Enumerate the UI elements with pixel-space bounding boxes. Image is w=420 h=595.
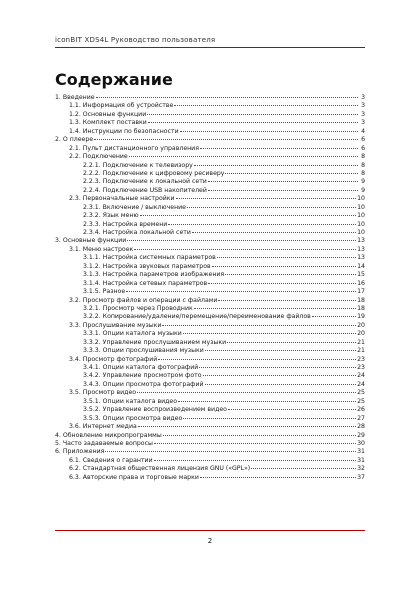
toc-entry-label: 3.6. Интернет медиа xyxy=(69,423,137,431)
toc-entry-label: 1. Введение xyxy=(55,94,95,101)
toc-entry-label: 2.2. Подключение xyxy=(69,153,128,161)
toc-entry-page: 3 xyxy=(361,94,365,101)
toc-entry-label: 3.3. Прослушивание музыки xyxy=(69,321,162,329)
toc-entry-page: 13 xyxy=(357,237,365,245)
toc-leader-dots xyxy=(180,126,358,132)
toc-leader-dots xyxy=(205,345,356,351)
toc-entry-label: 6.3. Авторские права и торговые марки xyxy=(69,473,199,481)
toc-entry-page: 8 xyxy=(361,161,365,169)
toc-entry-page: 14 xyxy=(357,262,365,270)
toc-leader-dots xyxy=(126,286,356,292)
toc-entry-page: 25 xyxy=(357,397,365,405)
toc-leader-dots xyxy=(94,134,358,140)
toc-entry-page: 10 xyxy=(357,212,365,220)
toc-entry-label: 3.5.1. Опции каталога видео xyxy=(83,397,178,405)
toc-entry-page: 18 xyxy=(357,304,365,312)
toc-leader-dots xyxy=(183,328,356,334)
toc-entry-page: 21 xyxy=(357,338,365,346)
toc-entry-label: 3.5.2. Управление воспроизведением видео xyxy=(83,406,227,414)
toc-entry[interactable] xyxy=(55,473,365,481)
toc-entry-page: 18 xyxy=(357,296,365,304)
table-of-contents xyxy=(55,93,365,481)
toc-leader-dots xyxy=(148,117,358,123)
toc-leader-dots xyxy=(227,337,356,343)
toc-leader-dots xyxy=(187,202,356,208)
toc-leader-dots xyxy=(192,227,356,233)
toc-leader-dots xyxy=(158,354,356,360)
toc-entry-label: 1.1. Информация об устройстве xyxy=(69,102,174,110)
toc-entry-label: 3.3.3. Опции прослушивания музыки xyxy=(83,347,204,355)
toc-leader-dots xyxy=(217,252,356,258)
toc-entry-page: 29 xyxy=(357,431,365,439)
toc-leader-dots xyxy=(194,160,358,166)
toc-entry-label: 3.2.1. Просмотр через Проводник xyxy=(83,304,193,312)
toc-entry-page: 20 xyxy=(357,330,365,338)
toc-entry-page: 19 xyxy=(357,313,365,321)
toc-entry-page: 6 xyxy=(361,136,365,144)
toc-entry-label: 2.2.2. Подключение к цифровому ресиверу xyxy=(83,169,225,177)
toc-entry-label: 2.2.1. Подключение к телевизору xyxy=(83,161,193,169)
toc-leader-dots xyxy=(208,278,356,284)
toc-entry-page: 8 xyxy=(361,153,365,161)
toc-leader-dots xyxy=(163,430,356,436)
toc-entry-label: 6. Приложения xyxy=(55,448,105,456)
toc-leader-dots xyxy=(183,413,356,419)
page-title: Содержание xyxy=(55,70,173,89)
footer-rule xyxy=(55,530,365,531)
toc-leader-dots xyxy=(225,168,358,174)
running-header: iconBIT XDS4L Руководство пользователя xyxy=(55,36,216,44)
toc-entry-label: 3.1.4. Настройка сетевых параметров xyxy=(83,279,208,287)
toc-leader-dots xyxy=(174,100,358,106)
toc-leader-dots xyxy=(205,379,357,385)
toc-leader-dots xyxy=(208,176,358,182)
toc-entry-page: 15 xyxy=(357,271,365,279)
toc-entry-label: 2.2.3. Подключение к локальной сети xyxy=(83,178,207,186)
toc-leader-dots xyxy=(162,320,356,326)
toc-leader-dots xyxy=(212,261,356,267)
toc-entry-page: 3 xyxy=(361,110,365,118)
toc-leader-dots xyxy=(218,295,356,301)
toc-entry-page: 25 xyxy=(357,389,365,397)
toc-entry-label: 5. Часто задаваемые вопросы xyxy=(55,439,153,447)
toc-leader-dots xyxy=(194,303,356,309)
toc-leader-dots xyxy=(176,193,357,199)
toc-entry-page: 3 xyxy=(361,102,365,110)
toc-entry-label: 3.4.3. Опции просмотра фотографий xyxy=(83,380,204,388)
toc-entry-label: 1.3. Комплект поставки xyxy=(69,119,147,127)
toc-entry-page: 9 xyxy=(361,178,365,186)
toc-leader-dots xyxy=(138,421,356,427)
toc-entry-label: 1.4. Инструкции по безопасности xyxy=(69,127,179,135)
toc-entry-page: 8 xyxy=(361,169,365,177)
toc-entry-label: 2.3. Первоначальные настройки xyxy=(69,195,175,203)
toc-entry-page: 31 xyxy=(357,456,365,464)
toc-entry-label: 3.1.5. Разное xyxy=(83,288,126,296)
toc-entry-page: 6 xyxy=(361,144,365,152)
toc-entry-label: 3.1.3. Настройка параметров изображения xyxy=(83,271,225,279)
toc-entry-page: 3 xyxy=(361,119,365,127)
toc-entry-page: 23 xyxy=(357,364,365,371)
toc-leader-dots xyxy=(140,210,357,216)
toc-leader-dots xyxy=(251,463,356,469)
toc-leader-dots xyxy=(200,472,356,478)
toc-entry-page: 30 xyxy=(357,439,365,447)
toc-entry-page: 10 xyxy=(357,229,365,236)
toc-leader-dots xyxy=(178,396,356,402)
toc-entry-page: 13 xyxy=(357,245,365,253)
toc-entry-page: 23 xyxy=(357,355,365,363)
toc-entry-page: 24 xyxy=(357,372,365,380)
toc-leader-dots xyxy=(200,143,358,149)
toc-leader-dots xyxy=(208,185,358,191)
toc-entry-page: 24 xyxy=(357,380,365,388)
toc-entry-label: 2.3.4. Настройка локальной сети xyxy=(83,229,191,236)
toc-entry-label: 3.2. Просмотр файлов и операции с файлами xyxy=(69,296,218,304)
toc-leader-dots xyxy=(105,446,356,452)
toc-entry-label: 3.4.2. Управление просмотром фото xyxy=(83,372,202,380)
toc-leader-dots xyxy=(127,235,356,241)
toc-entry-page: 13 xyxy=(357,254,365,262)
toc-entry-label: 3.1.2. Настройка звуковых параметров xyxy=(83,262,211,270)
toc-leader-dots xyxy=(199,362,356,368)
toc-entry-label: 3.2.2. Копирование/удаление/перемещение/переименование файлов xyxy=(83,313,311,321)
toc-entry-label: 2. О плеере xyxy=(55,136,94,144)
toc-entry-label: 3.5. Просмотр видео xyxy=(69,389,137,397)
toc-leader-dots xyxy=(225,269,356,275)
toc-leader-dots xyxy=(228,404,356,410)
toc-entry-label: 2.3.2. Язык меню xyxy=(83,212,139,220)
toc-leader-dots xyxy=(312,311,356,317)
toc-entry-label: 2.1. Пульт дистанционного управления xyxy=(69,144,199,152)
toc-leader-dots xyxy=(147,109,358,115)
toc-entry-label: 6.1. Сведения о гарантии xyxy=(69,456,153,464)
toc-entry-page: 32 xyxy=(357,465,365,473)
toc-entry-page: 20 xyxy=(357,321,365,329)
toc-entry-label: 4. Обновление микропрограммы xyxy=(55,431,162,439)
header-rule xyxy=(55,47,365,48)
page-number: 2 xyxy=(207,537,213,545)
toc-leader-dots xyxy=(96,92,358,98)
toc-leader-dots xyxy=(134,244,356,250)
toc-entry-page: 10 xyxy=(357,195,365,203)
toc-entry-label: 3.1.1. Настройка системных параметров xyxy=(83,254,216,262)
toc-entry-label: 2.3.3. Настройка времени xyxy=(83,220,168,228)
toc-leader-dots xyxy=(168,219,356,225)
toc-entry-page: 21 xyxy=(357,347,365,355)
toc-entry-label: 3.1. Меню настроек xyxy=(69,245,134,253)
toc-entry-page: 28 xyxy=(357,423,365,431)
toc-leader-dots xyxy=(203,370,357,376)
toc-entry-label: 3. Основные функции xyxy=(55,237,127,245)
toc-leader-dots xyxy=(154,438,356,444)
toc-entry-page: 10 xyxy=(357,203,365,211)
toc-entry-label: 3.4. Просмотр фотографий xyxy=(69,355,158,363)
toc-leader-dots xyxy=(137,387,356,393)
toc-entry-page: 37 xyxy=(357,473,365,481)
toc-entry-label: 2.3.1. Включение / выключение xyxy=(83,203,186,211)
toc-entry-page: 10 xyxy=(357,220,365,228)
toc-entry-label: 2.2.4. Подключение USB накопителей xyxy=(83,186,207,194)
toc-entry-page: 17 xyxy=(357,288,365,296)
toc-entry-page: 4 xyxy=(361,127,365,135)
toc-entry-page: 27 xyxy=(357,414,365,422)
toc-entry-label: 6.2. Стандартная общественная лицензия GNU («GPL») xyxy=(69,465,251,473)
toc-leader-dots xyxy=(154,455,357,461)
toc-entry-page: 31 xyxy=(357,448,365,456)
toc-entry-label: 3.3.1. Опции каталога музыки xyxy=(83,330,182,338)
toc-entry-page: 16 xyxy=(357,279,365,287)
toc-entry-label: 3.4.1. Опции каталога фотографий xyxy=(83,364,199,371)
toc-leader-dots xyxy=(129,151,358,157)
toc-entry-page: 26 xyxy=(357,406,365,414)
toc-entry-page: 9 xyxy=(361,186,365,194)
toc-entry-label: 3.3.2. Управление прослушиванием музыки xyxy=(83,338,227,346)
toc-entry-label: 1.2. Основные функции xyxy=(69,110,147,118)
toc-entry-label: 3.5.3. Опции просмотра видео xyxy=(83,414,183,422)
